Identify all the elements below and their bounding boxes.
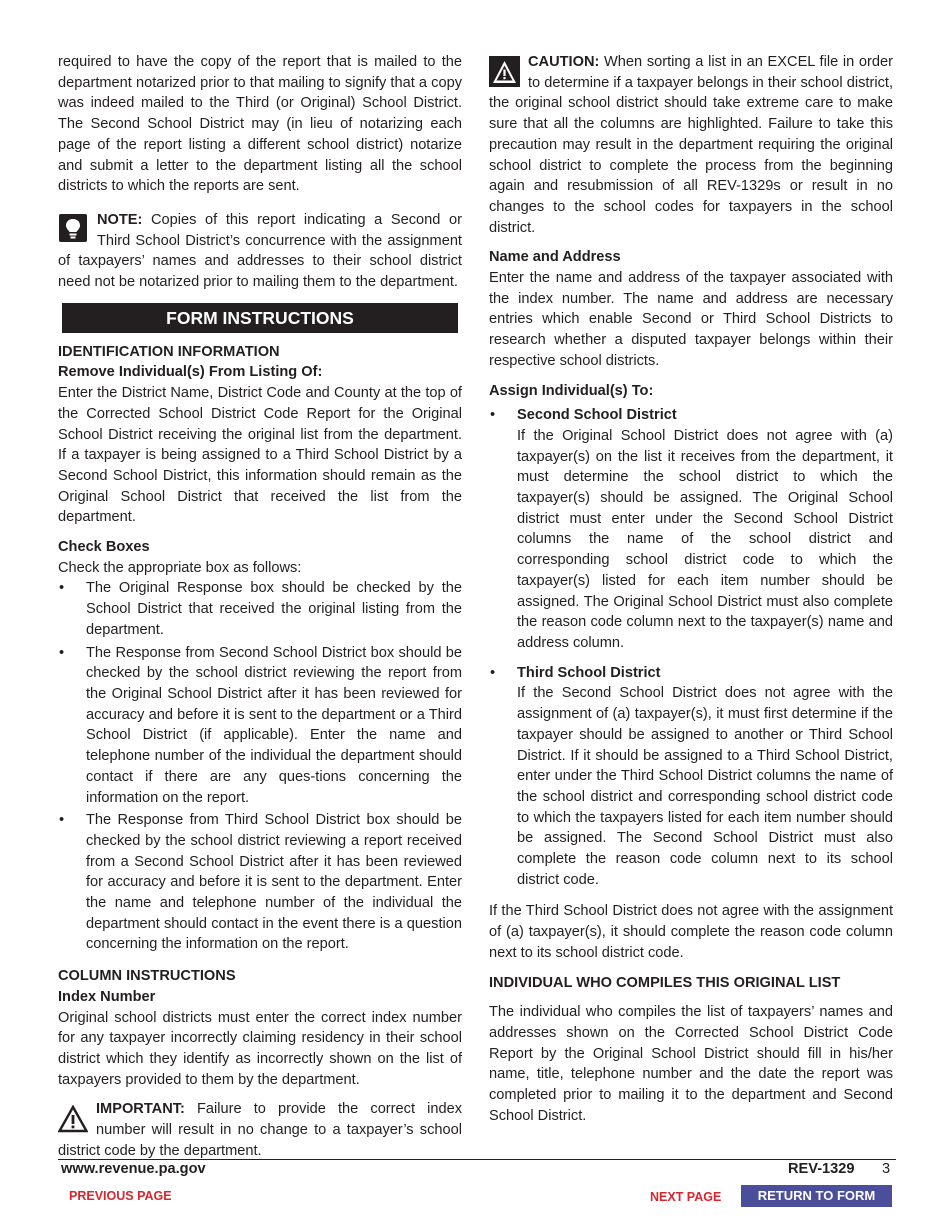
important-text: Failure to provide the correct index number will result in no change to a taxpayer’s school district code by the department. [58, 1101, 462, 1159]
name-address-heading: Name and Address [489, 249, 621, 266]
footer-divider [58, 1159, 896, 1160]
note-block [58, 210, 462, 293]
website-url: www.revenue.pa.gov [61, 1161, 206, 1177]
caution-block [489, 52, 893, 238]
list-item [489, 405, 893, 653]
left-column [58, 52, 462, 1161]
form-instructions-title: FORM INSTRUCTIONS [62, 303, 458, 333]
compiler-paragraph: The individual who compiles the list of taxpayers’ names and addresses shown on the Corrected School District Code Report by the Original School District should fill in his/her name, title, telephone number and the date the report was completed prior to mailing it to the department and Second School District. [489, 1004, 893, 1124]
list-item: • The Response from Third School District box should be checked by the school district reviewing a report received from a Second School District after it has been reviewed for accuracy and before it is sent to the department. Enter the name and telephone number of the individual the department should contact in the event there is a question concerning the information on the report. [58, 810, 462, 955]
third-district-paragraph: If the Second School District does not agree with the assignment of (a) taxpayer(s), it must first determine if the taxpayer should be assigned to another or Third School District. If it should be assigned to a Third School District, enter under the Third School District columns the name of the school district and corresponding school district code to which the taxpayers listed for each item number should be assigned. The Second School District must also complete the reason code column next to its school district code. [517, 685, 893, 888]
list-item: • The Original Response box should be checked by the School District that received the original listing from the department. [58, 578, 462, 640]
assign-list [489, 405, 893, 890]
assign-heading: Assign Individual(s) To: [489, 382, 654, 399]
name-address-paragraph: Enter the name and address of the taxpayer associated with the index number. The name and address are necessary entries which enable Second or Third School Districts to research whether a disputed taxpayer belongs within their respective school districts. [489, 270, 893, 369]
second-district-heading: • Second School District [517, 407, 677, 424]
important-label: IMPORTANT: [96, 1101, 185, 1118]
identification-heading: IDENTIFICATION INFORMATION [58, 343, 280, 360]
check-boxes-list [58, 578, 462, 955]
warning-icon [489, 56, 520, 87]
index-number-heading: Index Number [58, 988, 156, 1005]
return-to-form-button[interactable]: RETURN TO FORM [741, 1185, 892, 1207]
important-block [58, 1099, 462, 1161]
form-number: REV-1329 [788, 1161, 855, 1177]
third-disagree-paragraph: If the Third School District does not agree with the assignment of (a) taxpayer(s), it should complete the reason code column next to its school district code. [489, 903, 893, 961]
intro-paragraph: required to have the copy of the report that is mailed to the department notarized prior to that mailing to signify that a copy was indeed mailed to the Third (or Original) School District. The Second School District may (in lieu of notarizing each page of the report listing a different school district) notarize and submit a letter to the department listing all the school districts to which the reports are sent. [58, 54, 462, 195]
lightbulb-icon [59, 214, 87, 242]
list-item [489, 663, 893, 891]
index-number-paragraph: Original school districts must enter the correct index number for any taxpayer incorrectly claiming residency in their school district which they identify as incorrectly shown on the list of taxpayers provided to them by the department. [58, 1009, 462, 1088]
right-column [489, 52, 893, 1126]
page-number: 3 [882, 1161, 891, 1177]
caution-label: CAUTION: [528, 54, 600, 70]
previous-page-link[interactable]: PREVIOUS PAGE [69, 1189, 172, 1203]
second-district-paragraph: If the Original School District does not agree with (a) taxpayer(s) on the list it receives from the department, it must determine the school district to which the taxpayer(s) should be assigned. The Original School district must enter under the Second School District columns the name of the school district and corresponding school district code to which the taxpayer(s) listed for each item number should be assigned. The Original School District must also complete the reason code column next to the taxpayer(s) name and address column. [517, 427, 893, 651]
check-boxes-heading: Check Boxes [58, 539, 150, 556]
next-page-link[interactable]: NEXT PAGE [650, 1190, 722, 1204]
warning-icon [58, 1105, 88, 1133]
note-text: Copies of this report indicating a Second or Third School District’s concurrence with the assignment of taxpayers’ names and addresses to their school district need not be notarized prior to mailing them to the department. [58, 211, 462, 291]
list-item: • The Response from Second School District box should be checked by the school district reviewing the report from the Original School District after it has been reviewed for accuracy and before it is sent to the department or a Third School District (if applicable). Enter the name and telephone number of the individual the department should contact if there are any ques-tions concerning the information on the report. [58, 643, 462, 809]
caution-text: When sorting a list in an EXCEL file in order to determine if a taxpayer belongs in their school district, the original school district should take extreme care to make sure that all the columns are highlighted. Failure to take this precaution may result in the department requiring the original school district to complete the process from the beginning again and resubmission of all REV-1329s or result in no changes to the school codes for taxpayers in the school district. [489, 54, 893, 236]
check-boxes-intro: Check the appropriate box as follows: [58, 559, 302, 576]
note-label: NOTE: [97, 211, 143, 228]
column-instructions-heading: COLUMN INSTRUCTIONS [58, 968, 236, 985]
remove-paragraph: Enter the District Name, District Code and County at the top of the Corrected School District Code Report for the Original School District receiving the original list from the department. If a taxpayer is being assigned to a Third School District by a Second School District, this information should remain as the Original School District that received the list from the department. [58, 385, 462, 526]
remove-heading: Remove Individual(s) From Listing Of: [58, 364, 323, 381]
compiler-heading: INDIVIDUAL WHO COMPILES THIS ORIGINAL LIST [489, 974, 841, 991]
third-district-heading: • Third School District [517, 664, 661, 681]
